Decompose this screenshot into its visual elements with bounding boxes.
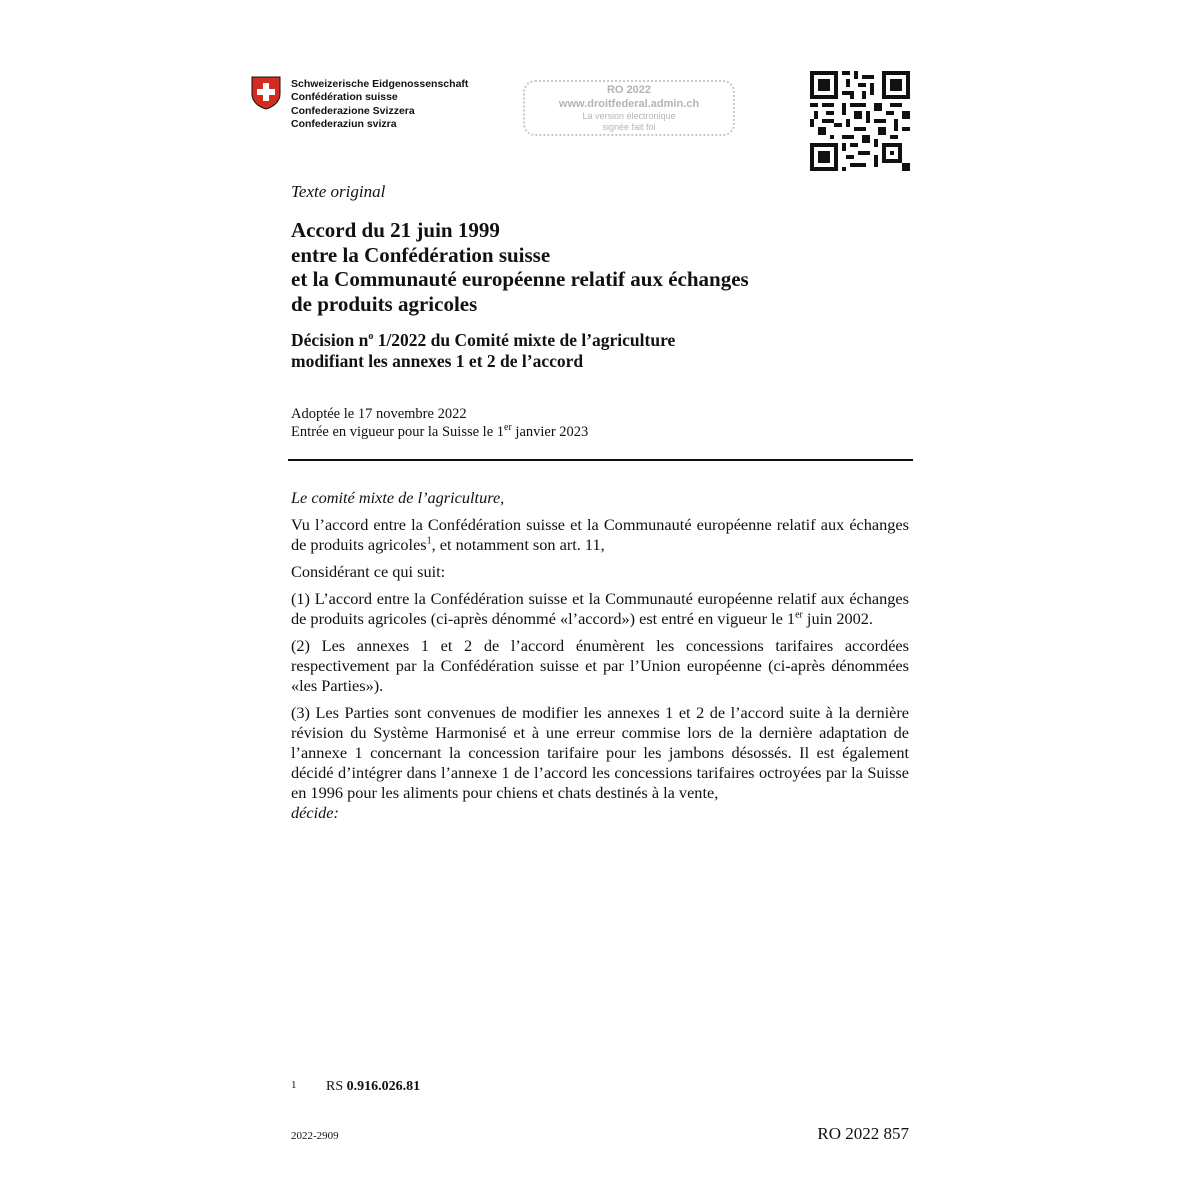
footnote-prefix: RS [326,1079,347,1094]
title-line: de produits agricoles [291,291,478,316]
recital-1-post: juin 2002. [802,609,873,628]
stamp-url[interactable]: www.droitfederal.admin.ch [558,98,700,110]
entry-post: janvier 2023 [511,424,589,440]
title-line: entre la Confédération suisse [291,242,551,267]
confederation-line-fr: Confédération suisse [291,91,398,104]
swiss-cross-icon [251,76,281,110]
considerant-paragraph: Considérant ce qui suit: [291,562,446,581]
footnote [291,1079,420,1095]
subtitle-line [291,330,911,351]
footnote-number: 1 [291,1079,297,1091]
vu-paragraph [291,515,909,555]
intro-paragraph: Le comité mixte de l’agriculture, [291,488,505,507]
confederation-line-it: Confederazione Svizzera [291,104,415,117]
recital-1 [291,589,909,629]
subtitle-ordinal: o [368,331,374,343]
recital-3: (3) Les Parties sont convenues de modifier les annexes 1 et 2 de l’accord suite à la dernière révision du Système Harmonisé et à une erreur commise lors de la dernière adaptation de l’annexe 1 concernant la concession tarifaire pour les jambons désossés. Il est également décidé d’intégrer dans l’annexe 1 de l’accord les concessions tarifaires octroyées par la Suisse en 1996 pour les aliments pour chiens et chats destinés à la vente, [291,703,909,802]
confederation-line-rm: Confederaziun svizra [291,118,397,131]
document-number: 2022-2909 [291,1130,339,1142]
decide-paragraph: décide: [291,803,339,822]
qr-code-icon [810,71,910,171]
page-title [291,218,911,316]
dates-block [291,405,588,441]
divider [288,459,913,461]
stamp-note-2: signée fait foi [602,122,656,132]
recital-2: (2) Les annexes 1 et 2 de l’accord énumèrent les concessions tarifaires accordées respectivement par la Confédération suisse et par l’Union européenne (ci-après dénommées «les Parties»). [291,636,909,695]
stamp-ro: RO 2022 [606,84,652,96]
recital-1-pre: (1) L’accord entre la Confédération suisse et la Communauté européenne relatif aux échanges de produits agricoles (ci-après dénommé «l’accord») est entré en vigueur le 1 [291,589,909,628]
vu-post: , et notamment son art. 11, [431,535,605,554]
title-line: et la Communauté européenne relatif aux échanges [291,267,749,291]
decision-subtitle [291,330,911,372]
ro-reference: RO 2022 857 [817,1124,909,1143]
document-body [291,488,909,830]
entry-sup: er [504,422,512,434]
footnote-ref[interactable]: 1 [426,535,432,547]
original-text-label: Texte original [291,182,386,201]
subtitle-post: 1/2022 du Comité mixte de l’agriculture [373,330,676,350]
subtitle-pre: Décision n [291,330,369,350]
stamp-note-1: La version électronique [582,111,676,121]
title-line: Accord du 21 juin 1999 [291,218,500,242]
entry-pre: Entrée en vigueur pour la Suisse le 1 [291,424,505,440]
electronic-signature-stamp [523,80,735,136]
entry-into-force [291,423,588,441]
vu-pre: Vu l’accord entre la Confédération suisse et la Communauté européenne relatif aux échanges de produits agricoles [291,515,909,554]
confederation-line-de: Schweizerische Eidgenossenschaft [291,78,469,90]
recital-1-sup: er [795,609,803,621]
confederation-name [291,78,468,132]
adopted-date: Adoptée le 17 novembre 2022 [291,406,467,422]
footnote-ref-number[interactable]: 0.916.026.81 [346,1079,421,1094]
subtitle-line: modifiant les annexes 1 et 2 de l’accord [291,351,584,371]
